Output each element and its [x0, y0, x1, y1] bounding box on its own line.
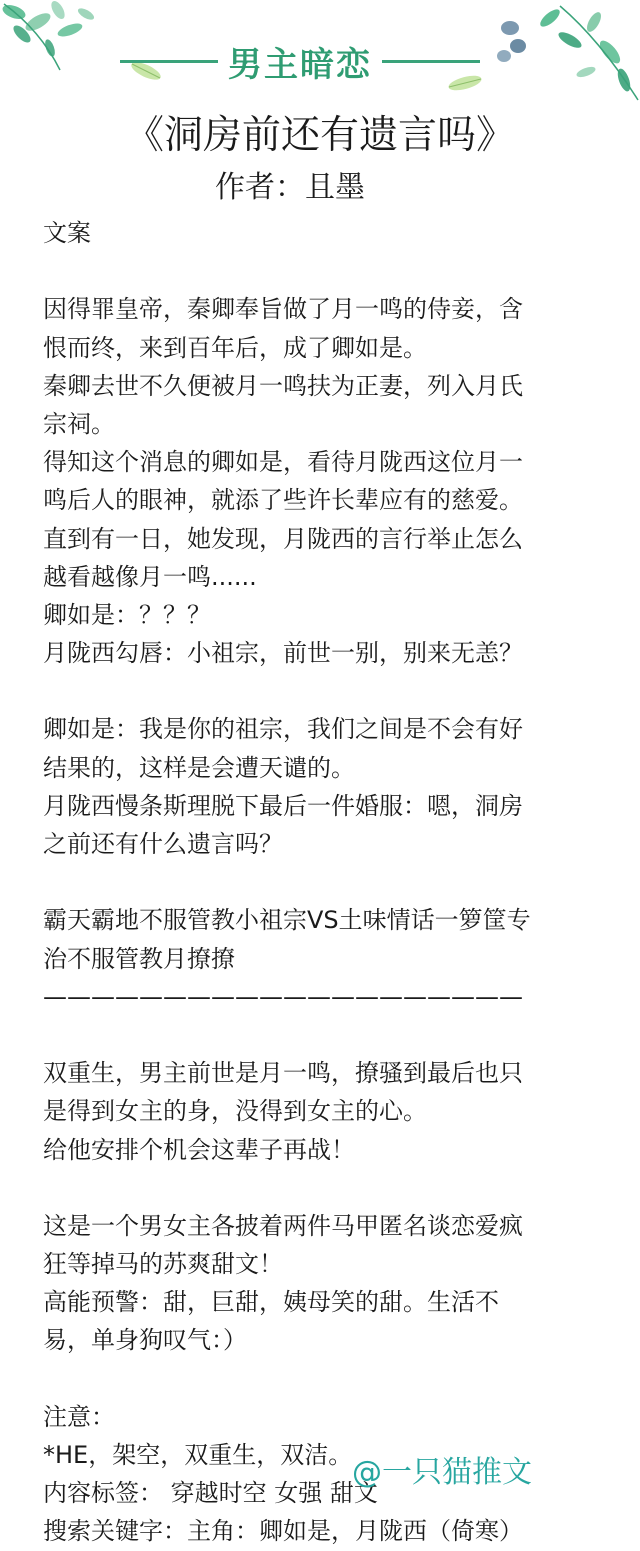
synopsis-line: 秦卿去世不久便被月一鸣扶为正妻，列入月氏 — [43, 371, 523, 400]
synopsis-line: 双重生，男主前世是月一鸣，撩骚到最后也只 — [43, 1059, 523, 1088]
watermark: @一只猫推文 — [352, 1455, 532, 1490]
synopsis-line: 因得罪皇帝，秦卿奉旨做了月一鸣的侍妾，含 — [43, 295, 523, 324]
author-line: 作者：且墨 — [215, 170, 365, 205]
synopsis-line: 文案 — [43, 219, 91, 247]
synopsis-line: 卿如是：？？？ — [43, 600, 211, 629]
synopsis-line: ———————————————————— — [43, 982, 523, 1011]
synopsis-line: 高能预警：甜，巨甜，姨母笑的甜。生活不 — [43, 1288, 499, 1317]
synopsis-line: 是得到女主的身，没得到女主的心。 — [43, 1097, 427, 1126]
synopsis-line: 卿如是：我是你的祖宗，我们之间是不会有好 — [43, 715, 523, 744]
banner-title: 男主暗恋 — [228, 44, 372, 85]
leaf-decoration-icon — [0, 0, 110, 80]
synopsis-line: 给他安排个机会这辈子再战！ — [43, 1135, 355, 1164]
synopsis-line: *HE，架空，双重生，双洁。 — [43, 1441, 353, 1469]
synopsis-line — [43, 252, 613, 290]
synopsis-line — [43, 1169, 613, 1207]
leaf-decoration-icon — [490, 0, 640, 105]
synopsis-line — [43, 1360, 613, 1398]
synopsis-line: 内容标签： 穿越时空 女强 甜文 — [43, 1479, 378, 1508]
book-title: 《洞房前还有遗言吗》 — [124, 113, 515, 158]
header-banner — [120, 38, 480, 84]
synopsis-line: 治不服管教月撩撩 — [43, 944, 235, 973]
synopsis-line — [43, 672, 613, 710]
synopsis-line: 易，单身狗叹气：） — [43, 1326, 247, 1355]
header-divider-right — [382, 60, 480, 63]
synopsis-line: 越看越像月一鸣...... — [43, 562, 257, 591]
synopsis-line — [43, 1016, 613, 1054]
synopsis-line: 注意： — [43, 1402, 115, 1431]
synopsis-line: 月陇西慢条斯理脱下最后一件婚服：嗯，洞房 — [43, 791, 523, 820]
synopsis-body — [43, 214, 613, 1551]
synopsis-line: 狂等掉马的苏爽甜文！ — [43, 1250, 283, 1279]
synopsis-line: 搜索关键字：主角：卿如是，月陇西（倚寒） — [43, 1517, 523, 1546]
synopsis-line: 恨而终，来到百年后，成了卿如是。 — [43, 333, 427, 362]
header-divider-left — [120, 60, 218, 63]
synopsis-line: 鸣后人的眼神，就添了些许长辈应有的慈爱。 — [43, 486, 523, 515]
synopsis-line: 这是一个男女主各披着两件马甲匿名谈恋爱疯 — [43, 1211, 523, 1240]
synopsis-line: 霸天霸地不服管教小祖宗VS土味情话一箩筐专 — [43, 906, 531, 935]
synopsis-line: 之前还有什么遗言吗？ — [43, 830, 283, 858]
synopsis-line: 宗祠。 — [43, 409, 115, 438]
synopsis-line: 得知这个消息的卿如是，看待月陇西这位月一 — [43, 448, 523, 477]
synopsis-line: 月陇西勾唇：小祖宗，前世一别，别来无恙？ — [43, 639, 523, 668]
synopsis-line: 直到有一日，她发现，月陇西的言行举止怎么 — [43, 524, 523, 553]
synopsis-line: 结果的，这样是会遭天谴的。 — [43, 753, 355, 782]
synopsis-line — [43, 863, 613, 901]
